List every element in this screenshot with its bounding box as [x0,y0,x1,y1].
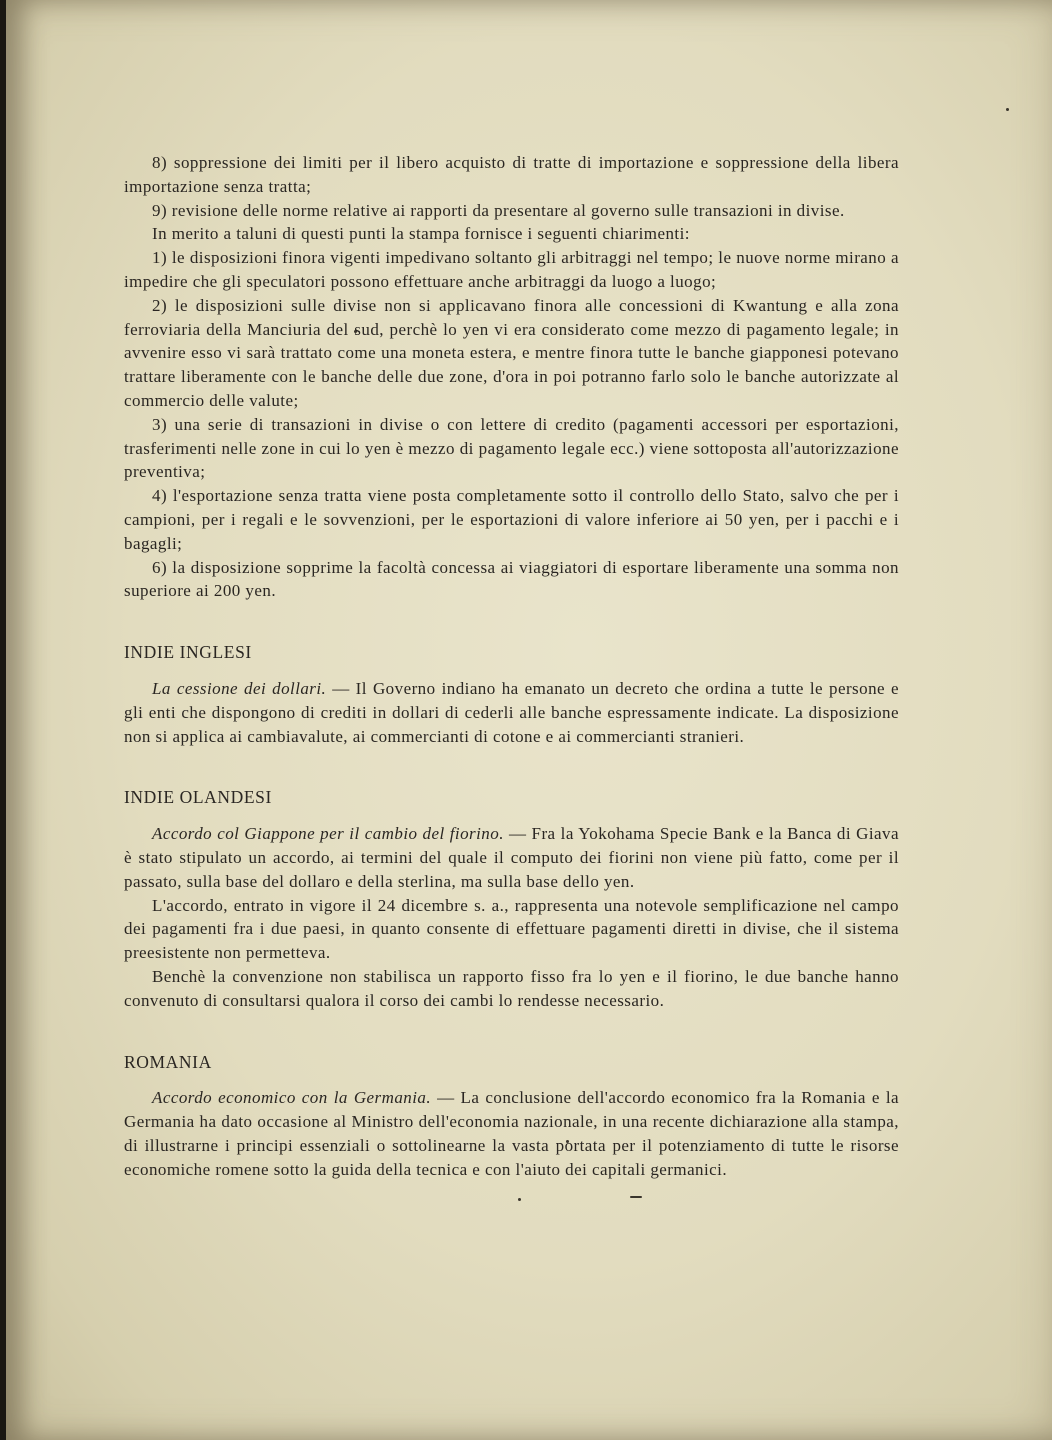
ink-dash [630,1196,642,1198]
indie-olandesi-paragraph-1 [124,822,899,893]
clarification-1: 1) le disposizioni finora vigenti impedivano soltanto gli arbitraggi nel tempo; le nuove norme mirano a impedire che gli speculatori possono effettuare anche arbitraggi da luogo a luogo; [124,248,899,291]
list-item-9: 9) revisione delle norme relative ai rapporti da presentare al governo sulle transazioni in divise. [152,200,845,220]
section-heading-indie-inglesi: INDIE INGLESI [124,642,252,663]
clarification-4: 4) l'esportazione senza tratta viene posta completamente sotto il controllo dello Stato, salvo che per i campioni, per i regali e le sovvenzioni, per le esportazioni di valore inferiore ai 50 yen, per i pacchi e i bagagli; [124,486,899,553]
clarification-6: 6) la disposizione sopprime la facoltà concessa ai viaggiatori di esportare liberamente una somma non superiore ai 200 yen. [124,557,899,601]
ink-speck [1006,108,1009,111]
clarification-3: 3) una serie di transazioni in divise o con lettere di credito (pagamenti accessori per esportazioni, trasferimenti nelle zone in cui lo yen è mezzo di pagamento legale ecc.) viene sottoposta all'autorizzazione preventiva; [124,414,899,482]
list-item-8: 8) soppressione dei limiti per il libero acquisto di tratte di importazione e soppressione della libera importazione senza tratta; [124,153,899,196]
indie-olandesi-body: — Fra la Yokohama Specie Bank e la Banca di Giava è stato stipulato un accordo, ai termini del quale il computo dei fiorini non viene più fatto, come per il passato, sulla base del dollaro e della sterlina, ma sulla base dello yen. [124,824,899,891]
ink-speck [518,1198,521,1201]
romania-body: — La conclusione dell'accordo economico fra la Romania e la Germania ha dato occasione al Ministro dell'economia nazionale, in una recente dichiarazione alla stampa, di illustrarne i principi essenziali o sottolinearne la vasta portata per il potenziamento di tutte le risorse economiche romene sotto la guida della tecnica e con l'aiuto dei capitali germanici. [124,1088,900,1179]
romania-subtitle: Accordo economico con la Germania. [152,1088,432,1108]
section-heading-romania: ROMANIA [124,1051,212,1072]
document-body [124,151,899,1181]
indie-inglesi-body: — Il Governo indiano ha emanato un decreto che ordina a tutte le persone e gli enti che dispongono di crediti in dollari di cederli alle banche espressamente indicate. La disposizione non si applica ai cambiavalute, ai commercianti di cotone e ai commercianti stranieri. [124,678,899,746]
indie-olandesi-paragraph-2: L'accordo, entrato in vigore il 24 dicembre s. a., rappresenta una notevole semplificazione nel campo dei pagamenti fra i due paesi, in quanto consente di effettuare pagamenti diretti in divise, che il sistema preesistente non permetteva. [124,895,899,963]
indie-olandesi-subtitle: Accordo col Giappone per il cambio del fiorino. [152,824,504,844]
clarification-2: 2) le disposizioni sulle divise non si applicavano finora alle concessioni di Kwantung e alla zona ferroviaria della Manciuria del sud, perchè lo yen vi era considerato come mezzo di pagamento legale; in avvenire esso vi sarà trattato come una moneta estera, e mentre finora tutte le banche giapponesi potevano trattare liberamente con le banche delle due zone, d'ora in poi potranno farlo solo le banche autorizzate al commercio delle valute; [124,295,899,410]
indie-inglesi-subtitle: La cessione dei dollari. [152,678,327,698]
clarifications-intro: In merito a taluni di questi punti la stampa fornisce i seguenti chiarimenti: [152,224,690,244]
section-heading-indie-olandesi: INDIE OLANDESI [124,787,272,808]
indie-olandesi-paragraph-3: Benchè la convenzione non stabilisca un rapporto fisso fra lo yen e il fiorino, le due banche hanno convenuto di consultarsi qualora il corso dei cambi lo rendesse necessario. [124,966,899,1010]
romania-paragraph [124,1086,899,1181]
indie-inglesi-paragraph [124,677,899,748]
scanned-page [6,0,1052,1440]
